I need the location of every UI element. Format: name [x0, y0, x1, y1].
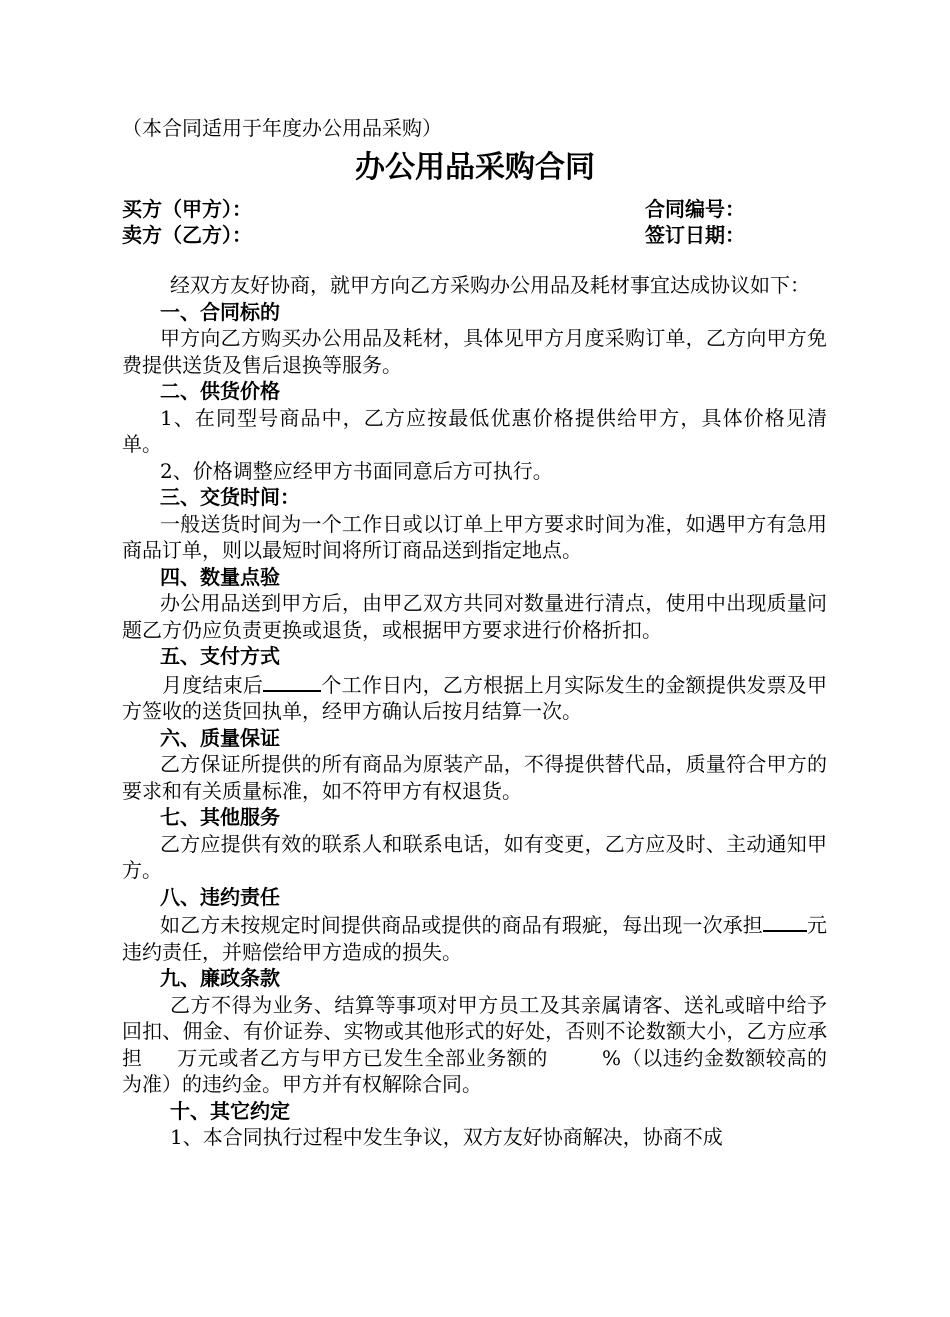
- section-paragraph: [122, 670, 827, 725]
- penalty-amount-blank[interactable]: [763, 910, 807, 932]
- contract-title: 办公用品采购合同: [355, 150, 595, 185]
- section-heading: 八、违约责任: [160, 884, 280, 909]
- payment-text-start: 月度结束后: [162, 672, 264, 697]
- section-paragraph: 一般送货时间为一个工作日或以订单上甲方要求时间为准，如遇甲方有急用商品订单，则以最短时间将所订商品送到指定地点。: [122, 511, 827, 562]
- contract-number-label: 合同编号：: [645, 197, 745, 221]
- applicability-note: （本合同适用于年度办公用品采购）: [122, 116, 442, 140]
- integrity-text-start: 乙方不得为业务、结算等事项对甲方员工及其亲属请客、送礼或暗中给予回扣、佣金、有价证券、实物或其他形式的好处，否则不论数额大小，乙方应承担: [122, 992, 827, 1070]
- section-paragraph: [122, 992, 827, 1098]
- section-paragraph: 乙方保证所提供的所有商品为原装产品，不得提供替代品，质量符合甲方的要求和有关质量标准，如不符甲方有权退货。: [122, 752, 827, 803]
- penalty-text-end: 元违约责任，并赔偿给甲方造成的损失。: [122, 913, 828, 964]
- payment-text-end: 个工作日内，乙方根据上月实际发生的金额提供发票及甲方签收的送货回执单，经甲方确认后按月结算一次。: [122, 672, 828, 723]
- section-paragraph: 2、价格调整应经甲方书面同意后方可执行。: [160, 458, 553, 483]
- section-heading: 二、供货价格: [160, 379, 280, 403]
- section-heading: 十、其它约定: [170, 1098, 290, 1123]
- payment-days-blank[interactable]: [263, 670, 321, 692]
- section-paragraph: 办公用品送到甲方后，由甲乙双方共同对数量进行清点，使用中出现质量问题乙方仍应负责更换或退货，或根据甲方要求进行价格折扣。: [122, 591, 827, 642]
- seller-label: 卖方（乙方）：: [122, 223, 252, 247]
- section-paragraph: 1、在同型号商品中，乙方应按最低优惠价格提供给甲方，具体价格见清单。: [122, 405, 827, 456]
- section-heading: 五、支付方式: [160, 644, 280, 668]
- buyer-label: 买方（甲方）：: [122, 197, 252, 221]
- integrity-text-middle: 万元或者乙方与甲方已发生全部业务额的: [176, 1045, 548, 1070]
- section-paragraph: 乙方应提供有效的联系人和联系电话，如有变更，乙方应及时、主动通知甲方。: [122, 831, 827, 882]
- section-paragraph: [122, 910, 827, 965]
- section-paragraph: 甲方向乙方购买办公用品及耗材，具体见甲方月度采购订单，乙方向甲方免费提供送货及售后退换等服务。: [122, 326, 827, 377]
- section-heading: 三、交货时间：: [160, 485, 300, 509]
- intro-paragraph: 经双方友好协商，就甲方向乙方采购办公用品及耗材事宜达成协议如下：: [170, 273, 810, 297]
- section-heading: 七、其他服务: [160, 805, 280, 829]
- integrity-text-end: %（以违约金数额较高的为准）的违约金。甲方并有权解除合同。: [122, 1045, 827, 1096]
- contract-body: [122, 272, 827, 1151]
- sign-date-label: 签订日期：: [645, 223, 745, 247]
- section-heading: 六、质量保证: [160, 725, 280, 750]
- section-heading: 一、合同标的: [160, 299, 280, 324]
- section-paragraph: 1、本合同执行过程中发生争议，双方友好协商解决，协商不成: [170, 1125, 723, 1149]
- section-heading: 四、数量点验: [160, 564, 280, 589]
- penalty-text-start: 如乙方未按规定时间提供商品或提供的商品有瑕疵，每出现一次承担: [160, 913, 763, 937]
- section-heading: 九、廉政条款: [160, 966, 280, 990]
